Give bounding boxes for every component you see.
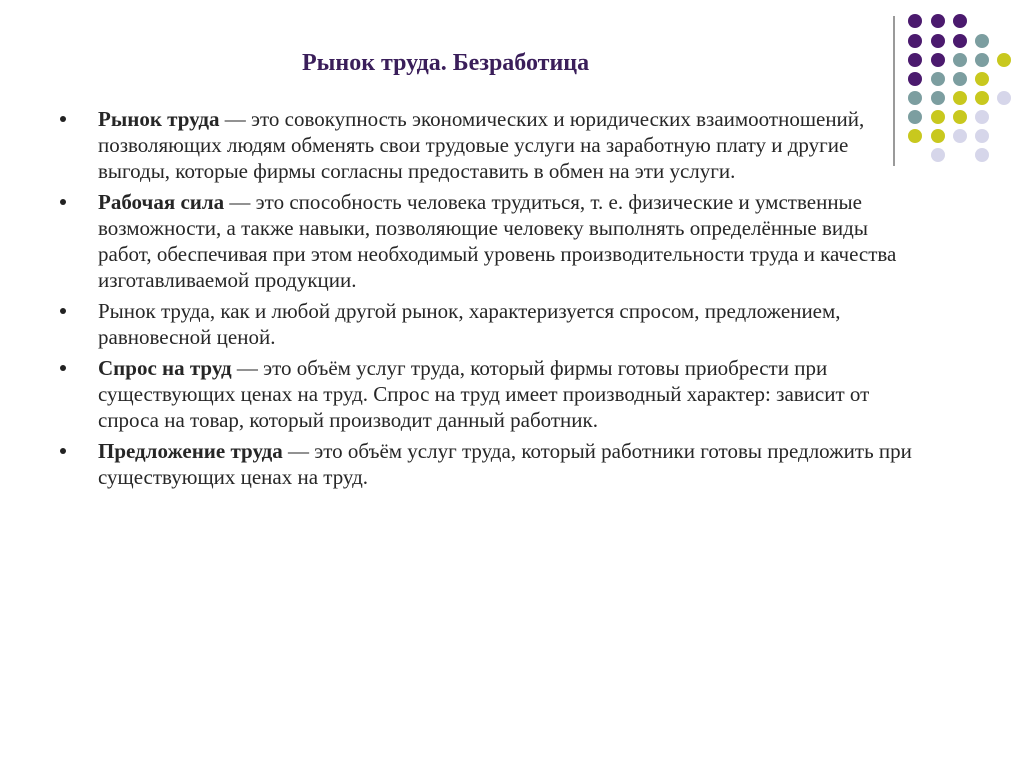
decorative-dot bbox=[953, 110, 967, 124]
bullet-term: Спрос на труд bbox=[98, 356, 232, 380]
bullet-term: Рынок труда bbox=[98, 107, 220, 131]
decorative-dot bbox=[997, 91, 1011, 105]
decorative-dot bbox=[975, 34, 989, 48]
decorative-dot bbox=[953, 14, 967, 28]
decorative-dot bbox=[931, 72, 945, 86]
decorative-dot bbox=[953, 53, 967, 67]
decorative-dot bbox=[908, 72, 922, 86]
bullet-list bbox=[60, 106, 920, 495]
decorative-dot bbox=[975, 148, 989, 162]
decorative-dot bbox=[931, 110, 945, 124]
decorative-dot bbox=[953, 129, 967, 143]
bullet-item bbox=[60, 355, 920, 433]
bullet-term: Рабочая сила bbox=[98, 190, 225, 214]
bullet-text: — это способность человека трудиться, т. е. физические и умственные возможности, а также навыки, позволяющие человеку выполнять определённые виды работ, обеспечивая при этом необходимый уровень производительности труда и качества изготавливаемой продукции. bbox=[98, 190, 897, 292]
decorative-dot bbox=[931, 91, 945, 105]
bullet-dot-icon bbox=[60, 448, 66, 454]
decorative-dot bbox=[975, 53, 989, 67]
decorative-dot-grid bbox=[904, 12, 1024, 172]
bullet-term: Предложение труда bbox=[98, 439, 283, 463]
decorative-dot bbox=[931, 148, 945, 162]
decorative-dot bbox=[931, 53, 945, 67]
decorative-dot bbox=[908, 53, 922, 67]
bullet-dot-icon bbox=[60, 308, 66, 314]
bullet-dot-icon bbox=[60, 116, 66, 122]
decorative-dot bbox=[975, 91, 989, 105]
decorative-dot bbox=[975, 129, 989, 143]
decorative-dot bbox=[908, 91, 922, 105]
bullet-text: — это объём услуг труда, который фирмы готовы приобрести при существующих ценах на труд. Спрос на труд имеет производный характер: зависит от спроса на товар, который производит данный работник. bbox=[98, 356, 870, 432]
decorative-dot bbox=[975, 72, 989, 86]
bullet-text: — это объём услуг труда, который работники готовы предложить при существующих ценах на труд. bbox=[98, 439, 912, 489]
decorative-dot bbox=[997, 53, 1011, 67]
slide-title: Рынок труда. Безработица bbox=[302, 50, 590, 76]
bullet-item bbox=[60, 106, 920, 184]
decorative-dot bbox=[908, 14, 922, 28]
bullet-dot-icon bbox=[60, 199, 66, 205]
bullet-text: Рынок труда, как и любой другой рынок, характеризуется спросом, предложением, равновесной ценой. bbox=[98, 299, 841, 349]
decorative-dot bbox=[953, 34, 967, 48]
decorative-dot bbox=[908, 34, 922, 48]
decorative-dot bbox=[931, 129, 945, 143]
bullet-item bbox=[60, 298, 920, 350]
decorative-dot bbox=[931, 34, 945, 48]
decorative-dot bbox=[953, 91, 967, 105]
bullet-item bbox=[60, 438, 920, 490]
bullet-dot-icon bbox=[60, 365, 66, 371]
decorative-dot bbox=[975, 110, 989, 124]
decorative-dot bbox=[931, 14, 945, 28]
bullet-text: — это совокупность экономических и юридических взаимоотношений, позволяющих людям обменять свои трудовые услуги на заработную плату и другие выгоды, которые фирмы согласны предоставить в обмен на эти услуги. bbox=[98, 107, 865, 183]
bullet-item bbox=[60, 189, 920, 293]
decorative-dot bbox=[953, 72, 967, 86]
